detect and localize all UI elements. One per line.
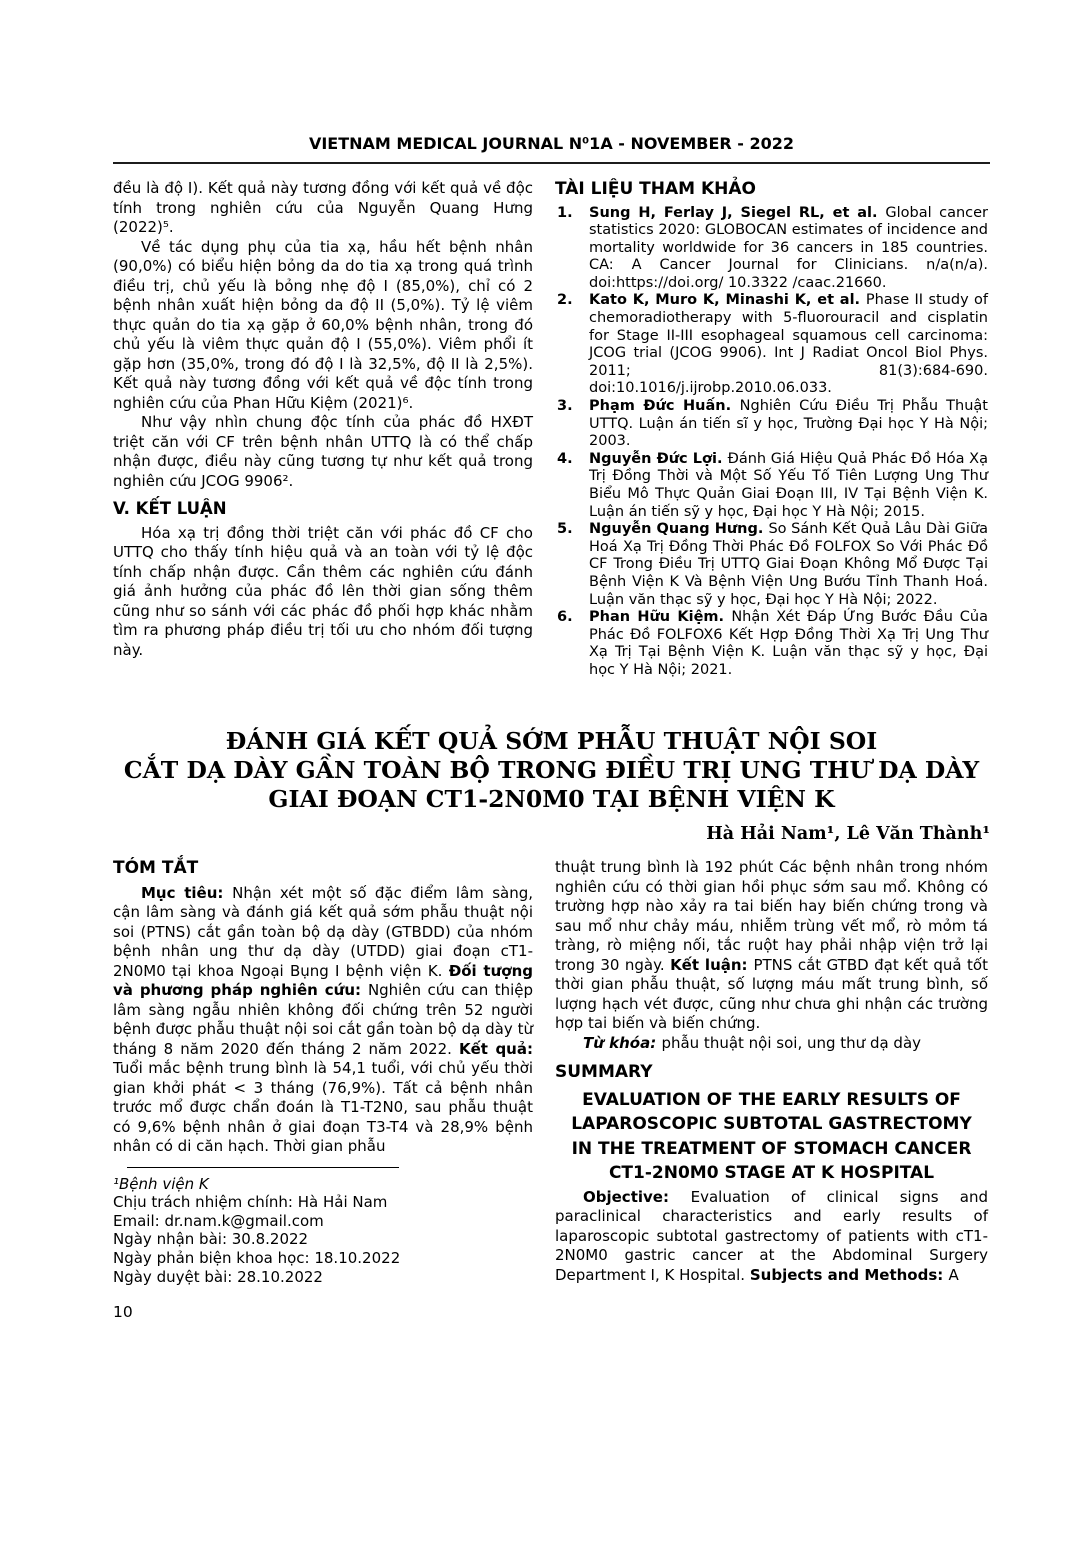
summary-paragraph: Objective: Evaluation of clinical signs and paraclinical characteristics and early results of laparoscopic subtotal gastrectomy of patients with cT1-2N0M0 gastric cancer at the Abdominal Surgery Department I, K Hospital. Subjects and Methods: A — [555, 1187, 988, 1284]
reference-item — [555, 609, 988, 679]
keywords-line: Từ khóa: phẫu thuật nội soi, ung thư dạ dày — [583, 1033, 922, 1052]
reference-item — [555, 451, 988, 521]
article2-authors: Hà Hải Nam¹, Lê Văn Thành¹ — [706, 823, 990, 844]
reference-text: Nguyễn Đức Lợi. Đánh Giá Hiệu Quả Phác Đồ Hóa Xạ Trị Đồng Thời và Một Số Yếu Tố Tiên Lượng Ung Thư Biểu Mô Thực Quản Giai Đoạn III, IV Tại Bệnh Viện K. Luận án tiến sỹ y học, Đại học Y Hà Nội; 2015. — [589, 450, 988, 520]
reference-number: 4. — [557, 450, 573, 467]
article2-title-line: CẮT DẠ DÀY GẦN TOÀN BỘ TRONG ĐIỀU TRỊ UNG THƯ DẠ DÀY — [123, 755, 980, 784]
article1-paragraph: đều là độ I). Kết quả này tương đồng với kết quả về độc tính trong nghiên cứu của Nguyễn Quang Hưng (2022)⁵. — [113, 179, 533, 236]
abstract-right-column — [555, 858, 988, 1323]
article1-text-column — [113, 179, 533, 680]
reference-text: Kato K, Muro K, Minashi K, et al. Phase II study of chemoradiotherapy with 5-fluorouracil and cisplatin for Stage II-III esophageal squamous cell carcinoma: JCOG trial (JCOG 9906). Int J Radiat Oncol Biol Phys. 2011; 81(3):684-690. doi:10.1016/j.ijrobp.2010.06.033. — [589, 292, 988, 397]
article2-title-line: ĐÁNH GIÁ KẾT QUẢ SỚM PHẪU THUẬT NỘI SOI — [225, 726, 878, 755]
section-article2-abstract — [113, 858, 990, 1323]
footnote-affiliation: ¹Bệnh viện K — [113, 1174, 209, 1193]
reference-number: 1. — [557, 204, 573, 221]
footnote-line: Ngày duyệt bài: 28.10.2022 — [113, 1267, 323, 1286]
reference-item — [555, 521, 988, 609]
article2-title — [113, 727, 990, 814]
reference-text: Phạm Đức Huấn. Nghiên Cứu Điều Trị Phẫu Thuật UTTQ. Luận án tiến sĩ y học, Trường Đại học Y Hà Nội; 2003. — [589, 398, 988, 450]
footnote-block — [113, 1167, 533, 1287]
reference-number: 5. — [557, 521, 573, 538]
reference-number: 3. — [557, 398, 573, 415]
conclusion-heading: V. KẾT LUẬN — [113, 499, 227, 518]
article2-header — [113, 727, 990, 845]
article1-paragraph: Như vậy nhìn chung độc tính của phác đồ HXĐT triệt căn với CF trên bệnh nhân UTTQ là có thể chấp nhận được, điều này cũng tương tự như kết quả trong nghiên cứu JCOG 9906². — [113, 413, 533, 490]
references-column — [555, 179, 988, 680]
summary-title — [555, 1088, 988, 1186]
conclusion-paragraph: Hóa xạ trị đồng thời triệt căn với phác đồ CF cho UTTQ cho thấy tính hiệu quả và an toàn với tỷ lệ độc tính chấp nhận được. Cần thêm các nghiên cứu đánh giá ảnh hưởng của phác đồ lên thời gian sống thêm cũng như so sánh với các phác đồ phối hợp khác nhằm tìm ra phương pháp điều trị tối ưu cho nhóm đối tượng này. — [113, 523, 533, 659]
journal-title: VIETNAM MEDICAL JOURNAL N⁰1A - NOVEMBER - 2022 — [308, 134, 795, 153]
article1-paragraph: Về tác dụng phụ của tia xạ, hầu hết bệnh nhân (90,0%) có biểu hiện bỏng da do tia xạ trong quá trình điều trị, chủ yếu là bỏng nhẹ độ I (85,0%), chỉ có 2 bệnh nhân xuất hiện bỏng da độ II (5,0%). Tỷ lệ viêm thực quản do tia xạ gặp ở 60,0% bệnh nhân, trong đó chủ yếu là viêm thực quản độ I (55,0%). Viêm phổi ít gặp hơn (35,0%, trong đó độ I là 32,5%, độ II là 2,5%). Kết quả này tương đồng với kết quả về độc tính trong nghiên cứu của Phan Hữu Kiệm (2021)⁶. — [113, 237, 533, 412]
summary-heading: SUMMARY — [555, 1062, 653, 1083]
references-heading: TÀI LIỆU THAM KHẢO — [555, 179, 756, 199]
reference-item — [555, 292, 988, 398]
references-list — [555, 205, 988, 680]
abstract-heading: TÓM TẮT — [113, 858, 199, 879]
footnote-rule — [127, 1167, 399, 1168]
summary-title-line: IN THE TREATMENT OF STOMACH CANCER — [571, 1138, 972, 1159]
abstract-paragraph-left: Mục tiêu: Nhận xét một số đặc điểm lâm sàng, cận lâm sàng và đánh giá kết quả sớm phẫu thuật nội soi (PTNS) cắt gần toàn bộ dạ dày (GTBDD) của nhóm bệnh nhân ung thư dạ dày (UTDD) giai đoạn cT1-2N0M0 tại khoa Ngoại Bụng I bệnh viện K. Đối tượng và phương pháp nghiên cứu: Nghiên cứu can thiệp lâm sàng ngẫu nhiên không đối chứng trên 52 người bệnh được phẫu thuật nội soi cắt gần toàn bộ dạ dày từ tháng 8 năm 2020 đến tháng 2 năm 2022. Kết quả: Tuổi mắc bệnh trung bình là 54,1 tuổi, với chủ yếu thời gian khởi phát < 3 tháng (76,9%). Tất cả bệnh nhân trước mổ được chẩn đoán là T1-T2N0, sau phẫu thuật có 9,6% bệnh nhân ở giai đoạn T3-T4 và 28,9% bệnh nhân có di căn hạch. Thời gian phẫu — [113, 883, 533, 1156]
footnote-line: Email: dr.nam.k@gmail.com — [113, 1211, 324, 1230]
reference-text: Sung H, Ferlay J, Siegel RL, et al. Global cancer statistics 2020: GLOBOCAN estimates of incidence and mortality worldwide for 36 cancers in 185 countries. CA: A Cancer Journal for Clinicians. n/a(n/a). doi:https://doi.org/ 10.3322 /caac.21660. — [589, 204, 988, 291]
summary-title-line: LAPAROSCOPIC SUBTOTAL GASTRECTOMY — [571, 1114, 972, 1135]
summary-title-line: CT1-2N0M0 STAGE AT K HOSPITAL — [608, 1163, 935, 1184]
reference-item — [555, 398, 988, 451]
abstract-left-column — [113, 858, 533, 1323]
running-header — [113, 134, 990, 164]
article2-title-line: GIAI ĐOẠN CT1-2N0M0 TẠI BỆNH VIỆN K — [268, 784, 835, 813]
reference-number: 2. — [557, 292, 573, 309]
page-number: 10 — [113, 1303, 133, 1322]
reference-text: Nguyễn Quang Hưng. So Sánh Kết Quả Lâu Dài Giữa Hoá Xạ Trị Đồng Thời Phác Đồ FOLFOX So Với Phác Đồ CF Trong Điều Trị UTTQ Giai Đoạn Không Mổ Được Tại Bệnh Viện K Và Bệnh Viện Ung Bướu Tỉnh Thanh Hoá. Luận văn thạc sỹ y học, Đại học Y Hà Nội; 2022. — [589, 521, 988, 608]
footnote-line: Ngày phản biện khoa học: 18.10.2022 — [113, 1248, 401, 1267]
section-article1-end — [113, 179, 990, 680]
summary-title-line: EVALUATION OF THE EARLY RESULTS OF — [582, 1089, 961, 1110]
reference-number: 6. — [557, 609, 573, 626]
footnote-line: Chịu trách nhiệm chính: Hà Hải Nam — [113, 1193, 388, 1212]
reference-text: Phan Hữu Kiệm. Nhận Xét Đáp Ứng Bước Đầu Của Phác Đồ FOLFOX6 Kết Hợp Đồng Thời Xạ Trị Ung Thư Xạ Trị Tại Bệnh Viện K. Luận văn thạc sỹ y học, Đại học Y Hà Nội; 2021. — [589, 609, 988, 678]
footnote-line: Ngày nhận bài: 30.8.2022 — [113, 1230, 309, 1249]
reference-item — [555, 205, 988, 293]
abstract-paragraph-right: thuật trung bình là 192 phút Các bệnh nhân trong nhóm nghiên cứu có thời gian hồi phục sớm sau mổ. Không có trường hợp nào xảy ra tai biến hay biến chứng trong và sau mổ như chảy máu, nhiễm trùng vết mổ, rò mỏm tá tràng, rò miệng nối, tắc ruột hay phải nhập viện trở lại trong 30 ngày. Kết luận: PTNS cắt GTBD đạt kết quả tốt thời gian phẫu thuật, số lượng máu mất trung bình, số lượng hạch vét được, cũng như chưa ghi nhận các trường hợp tai biến và biến chứng. — [555, 858, 988, 1033]
